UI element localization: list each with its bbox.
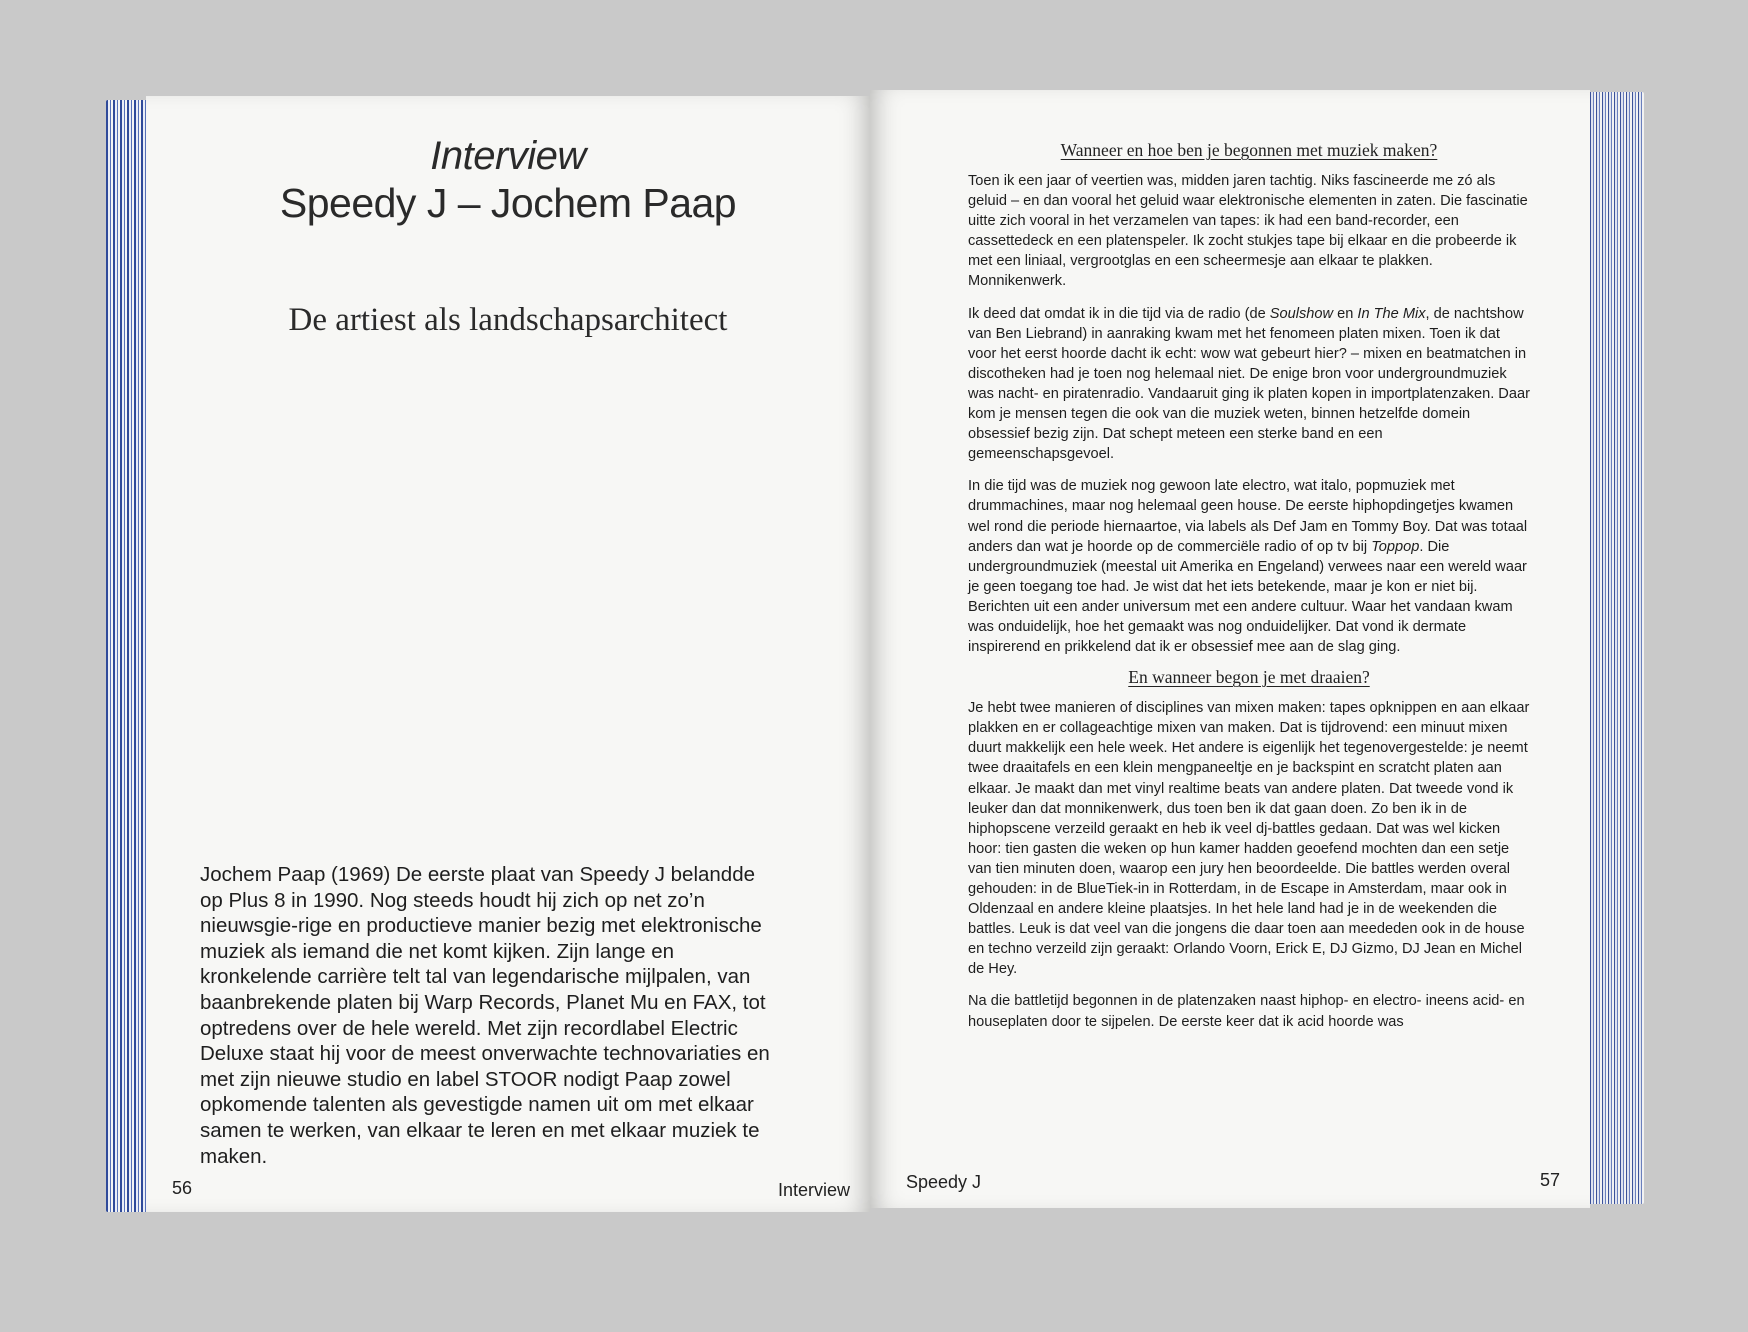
text-run: en [1333, 305, 1358, 322]
show-title: Soulshow [1269, 305, 1334, 322]
answer-paragraph: Je hebt twee manieren of disciplines van mixen maken: tapes opknippen en aan elkaar plakken en er collageachtige mixen van maken. Dat is tijdrovend: een minuut mixen duurt makkelijk een hele week. Het andere is eigenlijk het tegenovergestelde: je neemt twee draaitafels en een klein mengpaneeltje en je backspint en scratcht platen aan elkaar. Je maakt dan met vinyl realtime beats van andere platen. Dat tweede vond ik leuker dan dat monnikenwerk, dus toen ben ik dat gaan doen. Zo ben ik in de hiphopscene verzeild geraakt en heb ik veel dj-battles gedaan. Dat was wel kicken hoor: tien gasten die weken op hun kamer hadden geoefend mochten dan een setje van tien minuten doen, waarop een jury hen beoordeelde. Die battles werden overal gehouden: in de BlueTiek-in in Rotterdam, in de Escape in Amsterdam, maar ook in Oldenzaal en andere kleine plaatsjes. In het hele land had je in de weekenden die battles. Leuk is dat veel van die jongens die daar toen aan meededen ook in de house en techno verzeild zijn geraakt: Orlando Voorn, Erick E, DJ Gizmo, DJ Jean en Michel de Hey. [968, 700, 1530, 978]
answer-paragraph: Toen ik een jaar of veertien was, midden jaren tachtig. Niks fascineerde me zó als geluid – en dan vooral het geluid waar elektronische elementen in zaten. Die fascinatie uitte zich vooral in het verzamelen van tapes: ik had een band-recorder, een cassettedeck en een platenspeler. Ik zocht stukjes tape bij elkaar en die probeerde ik met een liniaal, vergrootglas en een scheermesje aan elkaar te plakken. Monnikenwerk. [968, 173, 1528, 290]
intro-paragraph: Jochem Paap (1969) De eerste plaat van Speedy J belandde op Plus 8 in 1990. Nog steeds houdt hij zich op net zo’n nieuwsgie-rige en productieve manier bezig met elektronische muziek als iemand die net komt kijken. Zijn lange en kronkelende carrière telt tal van legendarische mijlpalen, van baanbrekende platen bij Warp Records, Planet Mu en FAX, tot optredens over de hele wereld. Met zijn recordlabel Electric Deluxe staat hij voor de meest onverwachte technovariaties en met zijn nieuwe studio en label STOOR nodigt Paap zowel opkomende talenten als gevestigde namen uit om met elkaar samen te werken, van elkaar te leren en met elkaar muziek te maken. [200, 863, 770, 1168]
text-run: Ik deed dat omdat ik in die tijd via de radio (de [968, 305, 1270, 322]
show-title: Toppop [1371, 538, 1420, 555]
right-page-edges [1582, 92, 1644, 1204]
answer-paragraph: Na die battletijd begonnen in de platenzaken naast hiphop- en electro- ineens acid- en houseplaten door te sijpelen. De eerste keer dat ik acid hoorde was [968, 993, 1525, 1030]
running-head-right: Speedy J [906, 1172, 982, 1192]
right-page [870, 90, 1590, 1208]
interview-question: En wanneer begon je met draaien? [1128, 667, 1370, 688]
article-title: Speedy J – Jochem Paap [279, 180, 737, 226]
text-run: In die tijd was de muziek nog gewoon late electro, wat italo, popmuziek met drummachines, maar nog helemaal geen house. De eerste hiphopdingetjes kwamen wel rond die periode hiernaartoe, via labels als Def Jam en Tommy Boy. Dat was totaal anders dan wat je hoorde op de commerciële radio of op tv bij [968, 478, 1528, 555]
page-number-left: 56 [172, 1178, 193, 1198]
answer-paragraph [968, 304, 1530, 465]
running-head-left: Interview [777, 1180, 850, 1200]
section-kicker: Interview [430, 134, 586, 178]
text-run: . Die undergroundmuziek (meestal uit Amerika en Engeland) verwees naar een wereld waar je geen toegang toe had. Je wist dat het iets betekende, maar je kon er niet bij. Berichten uit een ander universum met een andere cultuur. Waar het vandaan kwam was onduidelijk, hoe het gemaakt was nog onduidelijker. Dat vond ik dermate inspirerend en prikkelend dat ik er obsessief mee aan de slag ging. [968, 538, 1527, 656]
answer-paragraph [968, 476, 1530, 657]
interview-question: Wanneer en hoe ben je begonnen met muziek maken? [1060, 140, 1438, 160]
show-title: In The Mix [1357, 305, 1426, 322]
article-subtitle: De artiest als landschapsarchitect [288, 302, 728, 338]
interview-column [968, 140, 1530, 1044]
page-number-right: 57 [1539, 1170, 1560, 1190]
text-run: , de nachtshow van Ben Liebrand) in aanraking kwam met het fenomeen platen mixen. Toen ik dat voor het eerst hoorde dacht ik echt: wow wat gebeurt hier? – mixen en beatmatchen in discotheken had je toen nog helemaal niet. De enige bron voor undergroundmuziek was nacht- en piratenradio. Vandaaruit ging ik platen kopen in importplatenzaken. Daar kom je mensen tegen die ook van die muziek weten, binnen hetzelfde domein obsessief bezig zijn. Dat schept meteen een sterke band en een gemeenschapsgevoel. [968, 305, 1530, 463]
left-page [146, 96, 870, 1212]
